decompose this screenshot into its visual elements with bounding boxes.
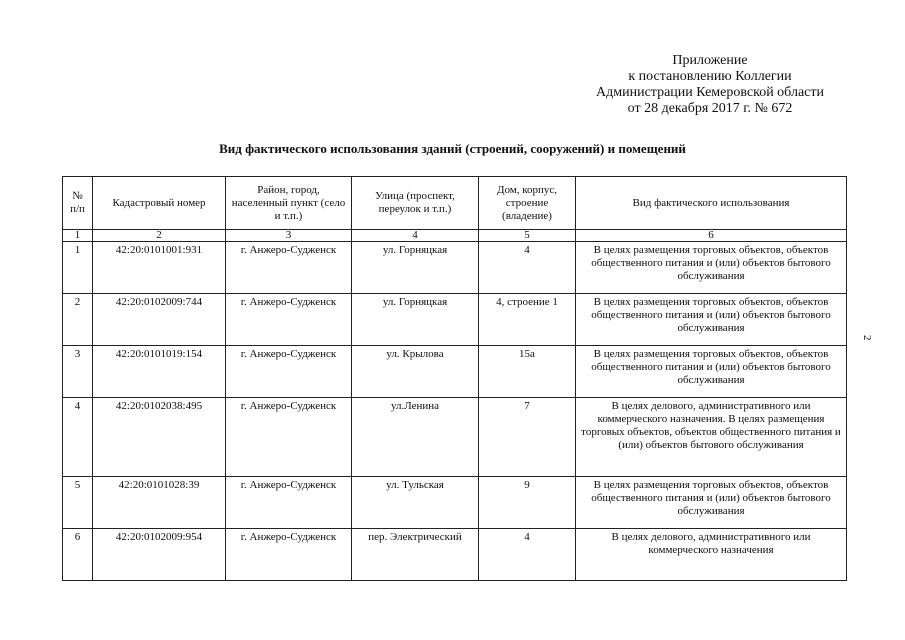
house: 7	[479, 398, 576, 477]
street: ул. Тульская	[352, 477, 479, 529]
locality: г. Анжеро-Судженск	[226, 294, 352, 346]
column-number: 2	[93, 230, 226, 242]
row-number: 4	[63, 398, 93, 477]
column-number: 6	[576, 230, 847, 242]
street: пер. Электрический	[352, 529, 479, 581]
table-row	[63, 398, 847, 477]
header-line-4: от 28 декабря 2017 г. № 672	[627, 101, 793, 116]
col-header-locality: Район, город, населенный пункт (село и т.п.)	[226, 177, 352, 230]
locality: г. Анжеро-Судженск	[226, 398, 352, 477]
street: ул. Горняцкая	[352, 242, 479, 294]
locality: г. Анжеро-Судженск	[226, 529, 352, 581]
col-header-usage: Вид фактического использования	[576, 177, 847, 230]
page-number: 2	[861, 335, 873, 341]
column-number: 4	[352, 230, 479, 242]
usage: В целях делового, административного или коммерческого назначения. В целях размещения торговых объектов, объектов общественного питания и (или) объектов бытового обслуживания	[576, 398, 847, 477]
usage: В целях размещения торговых объектов, объектов общественного питания и (или) объектов бытового обслуживания	[576, 346, 847, 398]
column-number: 1	[63, 230, 93, 242]
row-number: 3	[63, 346, 93, 398]
column-number: 5	[479, 230, 576, 242]
cadastral-number: 42:20:0102038:495	[93, 398, 226, 477]
col-header-number: № п/п	[63, 177, 93, 230]
locality: г. Анжеро-Судженск	[226, 477, 352, 529]
house: 4, строение 1	[479, 294, 576, 346]
col-header-house: Дом, корпус, строение (владение)	[479, 177, 576, 230]
table-row	[63, 477, 847, 529]
row-number: 2	[63, 294, 93, 346]
header-line-1: Приложение	[672, 53, 748, 68]
row-number: 5	[63, 477, 93, 529]
usage: В целях размещения торговых объектов, объектов общественного питания и (или) объектов бытового обслуживания	[576, 477, 847, 529]
header-line-3: Администрации Кемеровской области	[596, 85, 824, 100]
column-number: 3	[226, 230, 352, 242]
cadastral-number: 42:20:0101019:154	[93, 346, 226, 398]
street: ул.Ленина	[352, 398, 479, 477]
row-number: 6	[63, 529, 93, 581]
table-row	[63, 529, 847, 581]
street: ул. Крылова	[352, 346, 479, 398]
locality: г. Анжеро-Судженск	[226, 242, 352, 294]
house: 4	[479, 242, 576, 294]
document-header	[560, 53, 860, 117]
usage: В целях размещения торговых объектов, объектов общественного питания и (или) объектов бытового обслуживания	[576, 242, 847, 294]
house: 4	[479, 529, 576, 581]
row-number: 1	[63, 242, 93, 294]
house: 9	[479, 477, 576, 529]
column-number-row	[63, 230, 847, 242]
house: 15а	[479, 346, 576, 398]
cadastral-number: 42:20:0101028:39	[93, 477, 226, 529]
usage: В целях размещения торговых объектов, объектов общественного питания и (или) объектов бытового обслуживания	[576, 294, 847, 346]
locality: г. Анжеро-Судженск	[226, 346, 352, 398]
col-header-cadastral: Кадастровый номер	[93, 177, 226, 230]
cadastral-number: 42:20:0102009:744	[93, 294, 226, 346]
street: ул. Горняцкая	[352, 294, 479, 346]
col-header-street: Улица (проспект, переулок и т.п.)	[352, 177, 479, 230]
table-row	[63, 346, 847, 398]
table-row	[63, 294, 847, 346]
cadastral-number: 42:20:0102009:954	[93, 529, 226, 581]
table-row	[63, 242, 847, 294]
document-title: Вид фактического использования зданий (строений, сооружений) и помещений	[219, 141, 686, 156]
usage-table	[62, 176, 847, 581]
usage: В целях делового, административного или коммерческого назначения	[576, 529, 847, 581]
cadastral-number: 42:20:0101001:931	[93, 242, 226, 294]
header-line-2: к постановлению Коллегии	[628, 69, 792, 84]
table-header-row	[63, 177, 847, 230]
